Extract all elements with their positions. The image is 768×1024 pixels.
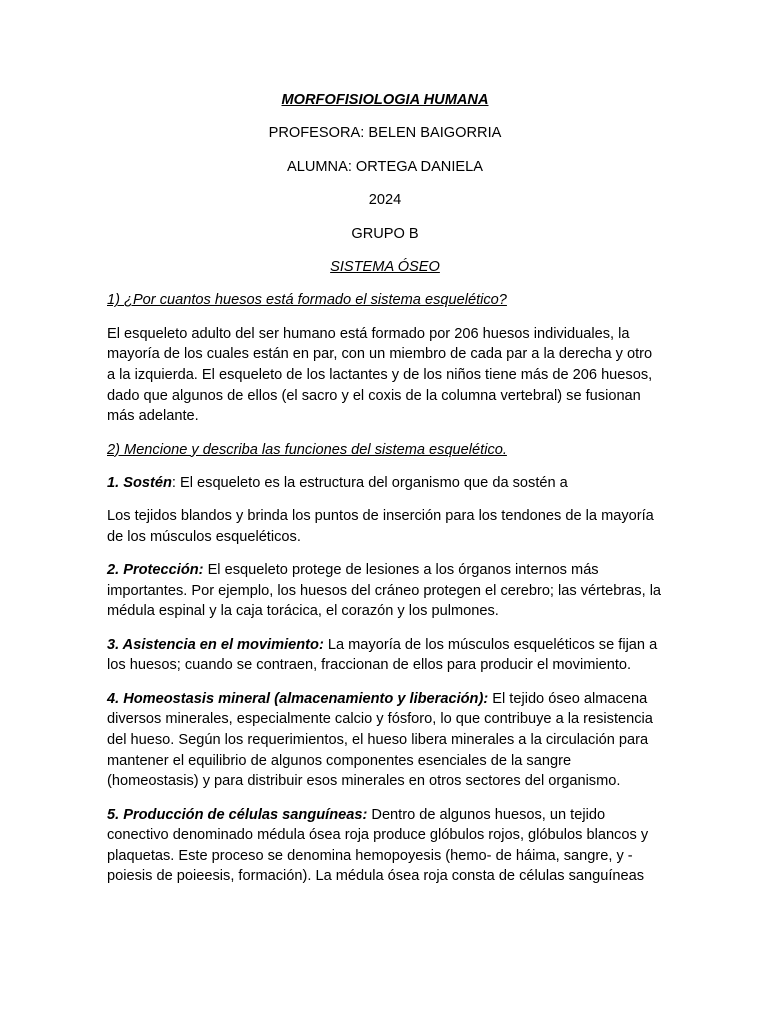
- function-lead: 2. Protección:: [107, 562, 204, 579]
- question-2: 2) Mencione y describa las funciones del sistema esquelético.: [107, 441, 507, 458]
- function-text: Dentro de algunos huesos, un tejido conectivo denominado médula ósea roja produce glóbulos rojos, glóbulos blancos y plaquetas. Este proceso se denomina hemopoyesis (hemo- de háima, sangre, y -poiesis de poieesis, formación). La médula ósea roja consta de células sanguíneas: [107, 806, 649, 885]
- topic-heading: SISTEMA ÓSEO: [330, 258, 440, 275]
- function-text: El tejido óseo almacena diversos minerales, especialmente calcio y fósforo, lo que contribuye a la resistencia del hueso. Según los requerimientos, el hueso libera minerales a la circulación para mantener el equilibrio de algunos componentes esenciales de la sangre (homeostasis) y para distribuir esos minerales en otros sectores del organismo.: [107, 690, 653, 790]
- function-text: La mayoría de los músculos esqueléticos se fijan a los huesos; cuando se contraen, fraccionan de ellos para producir el movimiento.: [107, 636, 658, 674]
- student-line: ALUMNA: ORTEGA DANIELA: [287, 158, 483, 175]
- answer-1: El esqueleto adulto del ser humano está formado por 206 huesos individuales, la mayoría de los cuales están en par, con un miembro de cada par a la derecha y otro a la izquierda. El esqueleto de los lactantes y de los niños tiene más de 206 huesos, dado que algunos de ellos (el sacro y el coxis de la columna vertebral) se fusionan más adelante.: [107, 325, 653, 425]
- document-title: MORFOFISIOLOGIA HUMANA: [281, 92, 489, 108]
- function-blood-cells: [107, 805, 663, 887]
- teacher-line: PROFESORA: BELEN BAIGORRIA: [268, 125, 502, 142]
- document-page: [107, 90, 663, 900]
- function-support: [107, 473, 663, 494]
- function-movement: [107, 635, 663, 676]
- question-1: 1) ¿Por cuantos huesos está formado el sistema esquelético?: [107, 292, 507, 309]
- function-text: Los tejidos blandos y brinda los puntos de inserción para los tendones de la mayoría de los músculos esqueléticos.: [107, 508, 654, 545]
- function-protection: [107, 560, 663, 622]
- function-lead: 3. Asistencia en el movimiento:: [107, 636, 324, 653]
- function-support-continued: [107, 506, 663, 547]
- group-line: GRUPO B: [351, 225, 419, 242]
- function-text: El esqueleto protege de lesiones a los órganos internos más importantes. Por ejemplo, los huesos del cráneo protegen el cerebro; las vértebras, la médula espinal y la caja torácica, el corazón y los pulmones.: [107, 562, 662, 620]
- function-lead: 5. Producción de células sanguíneas:: [107, 806, 368, 823]
- function-lead: 4. Homeostasis mineral (almacenamiento y liberación):: [107, 690, 489, 707]
- function-text: : El esqueleto es la estructura del organismo que da sostén a: [171, 474, 568, 491]
- function-homeostasis: [107, 689, 663, 792]
- function-lead: 1. Sostén: [107, 474, 172, 491]
- year-line: 2024: [368, 192, 402, 209]
